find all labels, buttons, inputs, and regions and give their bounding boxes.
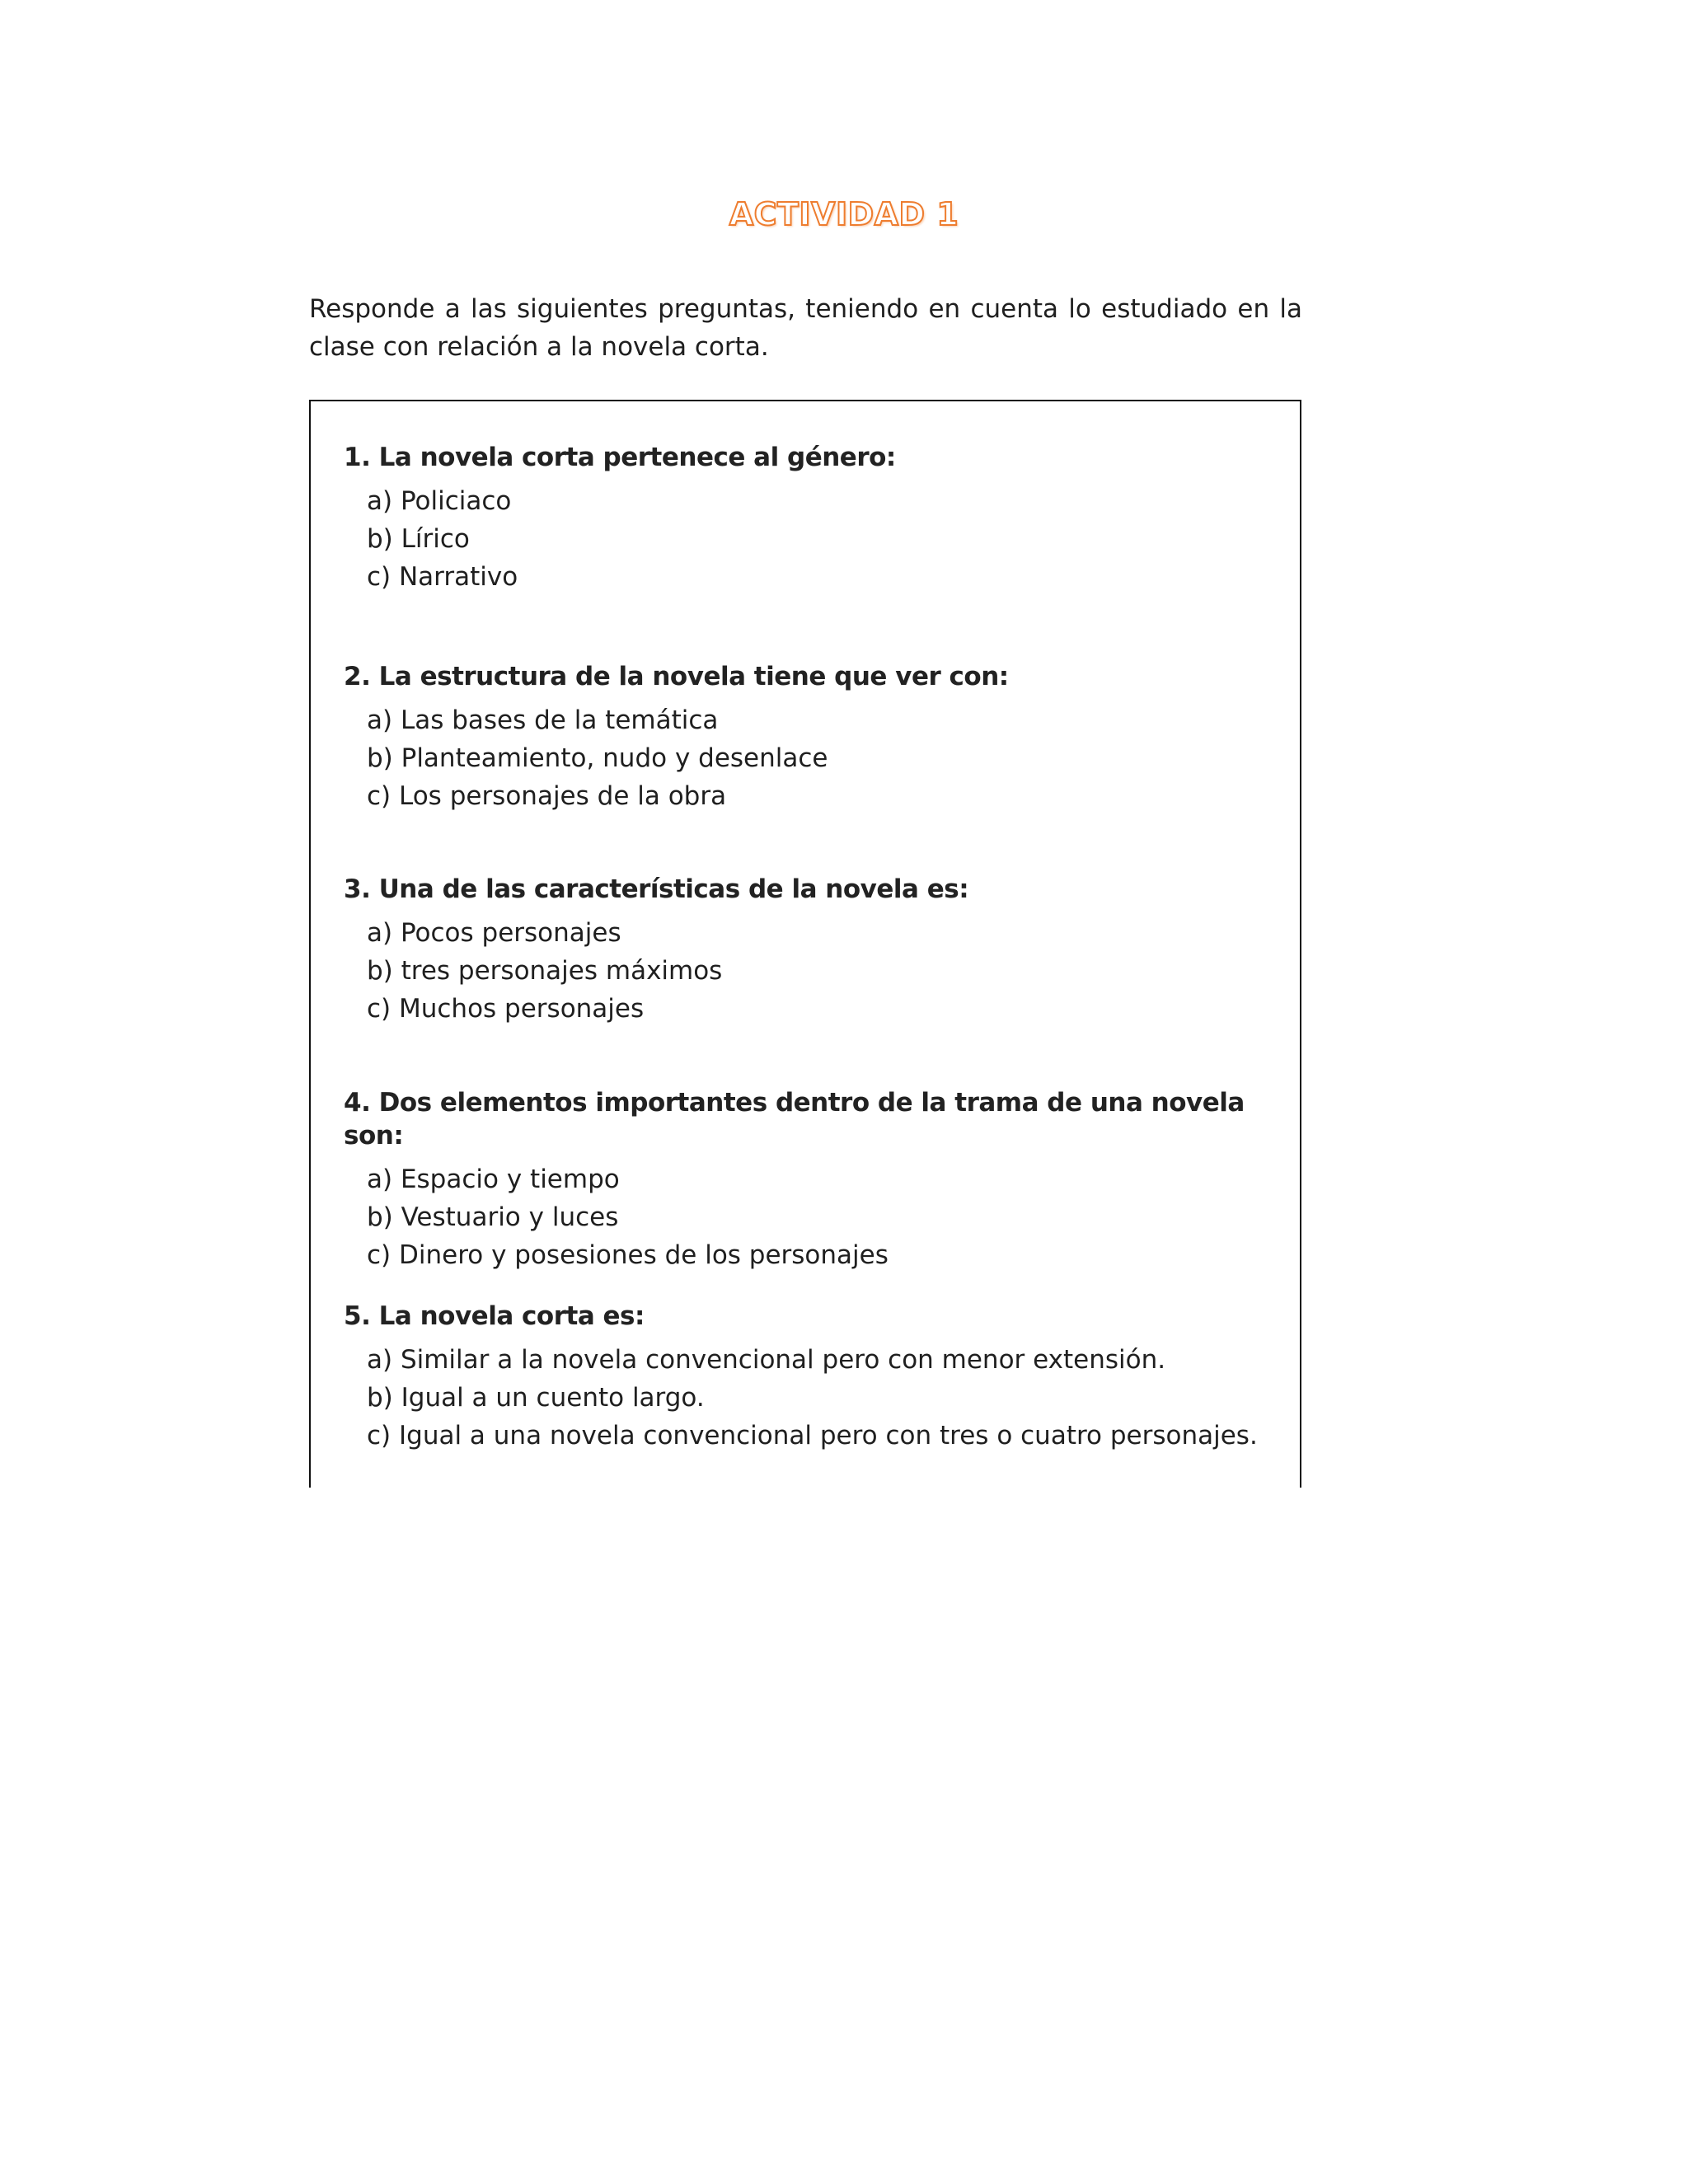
option-b: b) Lírico: [367, 524, 470, 554]
option-c: c) Muchos personajes: [367, 994, 645, 1024]
option-a: a) Policiaco: [367, 486, 512, 516]
question-4: [344, 1086, 1267, 1274]
question-text: 3. Una de las características de la novela es:: [344, 874, 969, 904]
quiz-box: [309, 400, 1301, 1488]
option-a: a) Las bases de la temática: [367, 705, 719, 735]
question-text: 4. Dos elementos importantes dentro de la trama de una novela son:: [344, 1088, 1245, 1151]
option-c: c) Igual a una novela convencional pero con tres o cuatro personajes.: [367, 1421, 1258, 1451]
option-c: c) Los personajes de la obra: [367, 781, 727, 811]
option-c: c) Narrativo: [367, 562, 518, 592]
question-text: 5. La novela corta es:: [344, 1301, 645, 1331]
option-b: b) tres personajes máximos: [367, 956, 723, 986]
option-c: c) Dinero y posesiones de los personajes: [367, 1240, 889, 1270]
option-a: a) Similar a la novela convencional pero con menor extensión.: [367, 1345, 1166, 1375]
option-b: b) Planteamiento, nudo y desenlace: [367, 743, 828, 773]
option-a: a) Espacio y tiempo: [367, 1165, 620, 1194]
question-text: 2. La estructura de la novela tiene que ver con:: [344, 662, 1009, 691]
question-5: [344, 1300, 1267, 1455]
question-3: [344, 873, 1267, 1028]
page-title: ACTIVIDAD 1: [729, 196, 959, 232]
option-a: a) Pocos personajes: [367, 918, 621, 948]
option-b: b) Igual a un cuento largo.: [367, 1383, 705, 1413]
question-text: 1. La novela corta pertenece al género:: [344, 443, 896, 472]
option-b: b) Vestuario y luces: [367, 1202, 619, 1232]
intro-paragraph: Responde a las siguientes preguntas, teniendo en cuenta lo estudiado en la clase con relación a la novela corta.: [309, 294, 1302, 362]
question-2: [344, 660, 1267, 815]
question-1: [344, 441, 1267, 596]
